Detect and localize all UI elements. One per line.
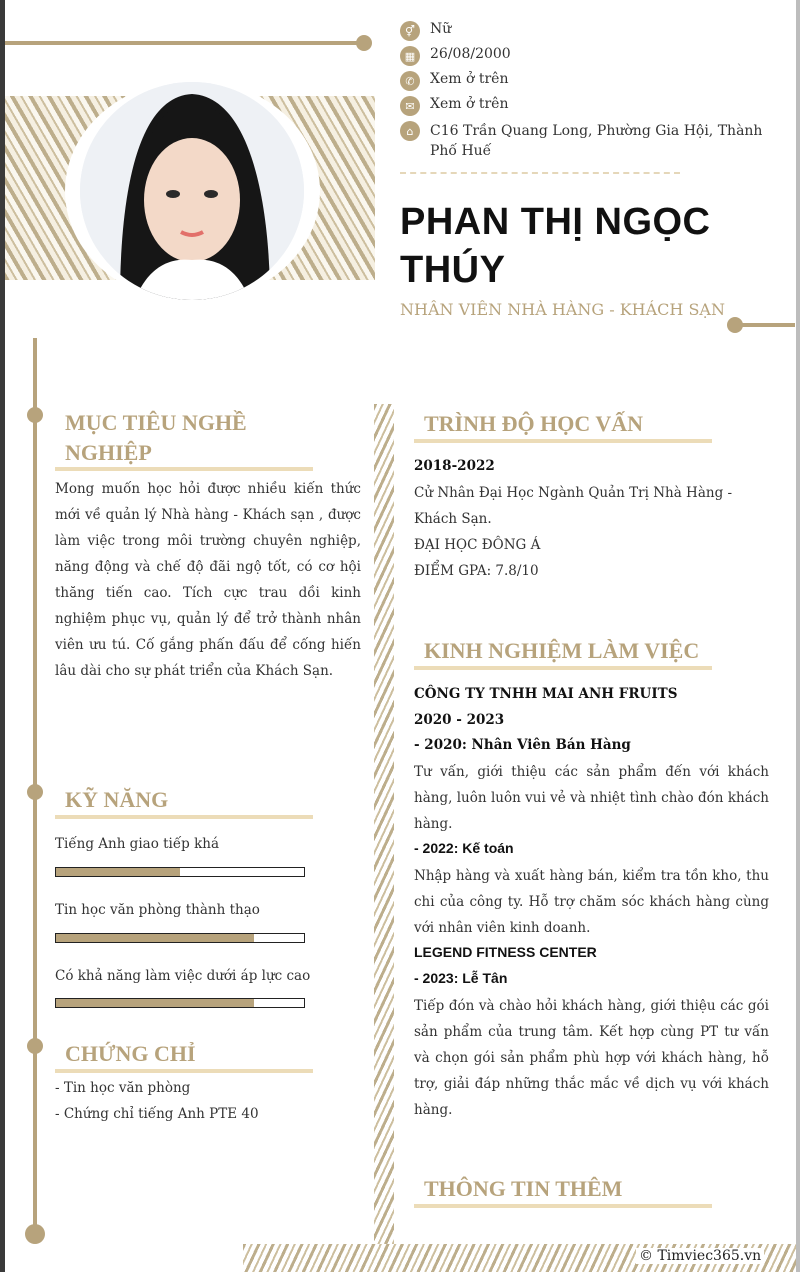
phone-row <box>400 71 508 91</box>
education-years: 2018-2022 <box>414 458 495 474</box>
timeline-dot-objective <box>27 407 43 423</box>
timeline-dot-end <box>25 1224 45 1244</box>
email-icon: ✉ <box>400 96 420 116</box>
skill-bar-fill <box>56 999 254 1007</box>
skill-bar-fill <box>56 868 180 876</box>
timeline-dot-skills <box>27 784 43 800</box>
footer-copyright: © Timviec365.vn <box>636 1248 764 1264</box>
gender-icon: ⚥ <box>400 21 420 41</box>
experience-role-3: - 2023: Lễ Tân <box>414 970 508 986</box>
contact-divider <box>400 172 680 174</box>
job-title: NHÂN VIÊN NHÀ HÀNG - KHÁCH SẠN <box>400 300 725 319</box>
skill-bar <box>55 998 305 1008</box>
objective-text: Mong muốn học hỏi được nhiều kiến thức mới về quản lý Nhà hàng - Khách sạn , được làm việc trong môi trường chuyên nghiệp, năng động và chế độ đãi ngộ tốt, có cơ hội thăng tiến cao. Tích cực trau dồi kinh nghiệm phục vụ, quản lý để trở thành nhân viên ưu tú. Cố gắng phấn đấu để cống hiến lâu dài cho sự phát triển của Khách Sạn. <box>55 481 361 679</box>
right-edge-border <box>796 0 800 1272</box>
dob-row <box>400 46 511 66</box>
dob-value: 26/08/2000 <box>430 46 511 62</box>
skill-label: Có khả năng làm việc dưới áp lực cao <box>55 968 311 984</box>
full-name: PHAN THỊ NGỌC THÚY <box>400 201 711 291</box>
phone-value: Xem ở trên <box>430 71 509 87</box>
education-gpa: ĐIỂM GPA: 7.8/10 <box>414 563 539 579</box>
title-deco-line <box>735 323 795 327</box>
experience-title: KINH NGHIỆM LÀM VIỆC <box>424 638 700 663</box>
gender-value: Nữ <box>430 21 452 37</box>
address-value: C16 Trần Quang Long, Phường Gia Hội, Thành Phố Huế <box>430 123 763 159</box>
education-school: ĐẠI HỌC ĐÔNG Á <box>414 537 541 553</box>
gender-row <box>400 21 451 41</box>
timeline-dot-certificates <box>27 1038 43 1054</box>
skill-bar <box>55 867 305 877</box>
more-info-underline <box>414 1204 712 1208</box>
skill-label: Tin học văn phòng thành thạo <box>55 902 260 918</box>
experience-period-1: 2020 - 2023 <box>414 712 505 728</box>
more-info-title: THÔNG TIN THÊM <box>424 1176 623 1201</box>
email-row <box>400 96 508 116</box>
skills-underline <box>55 815 313 819</box>
top-deco-line <box>5 41 363 45</box>
phone-icon: ✆ <box>400 71 420 91</box>
certificates-underline <box>55 1069 313 1073</box>
education-degree: Cử Nhân Đại Học Ngành Quản Trị Nhà Hàng - Khách Sạn. <box>414 485 733 527</box>
certificates-title: CHỨNG CHỈ <box>65 1041 196 1066</box>
experience-underline <box>414 666 712 670</box>
objective-underline <box>55 467 313 471</box>
skill-label: Tiếng Anh giao tiếp khá <box>55 836 220 852</box>
experience-role-1: - 2020: Nhân Viên Bán Hàng <box>414 737 631 753</box>
education-title: TRÌNH ĐỘ HỌC VẤN <box>424 411 644 436</box>
skills-title: KỸ NĂNG <box>65 787 169 812</box>
certificate-item: - Tin học văn phòng <box>55 1080 191 1096</box>
calendar-icon: ▦ <box>400 46 420 66</box>
certificate-item: - Chứng chỉ tiếng Anh PTE 40 <box>55 1106 259 1122</box>
skill-bar-fill <box>56 934 254 942</box>
experience-company-1: CÔNG TY TNHH MAI ANH FRUITS <box>414 686 678 702</box>
education-underline <box>414 439 712 443</box>
top-deco-dot <box>356 35 372 51</box>
experience-desc-1: Tư vấn, giới thiệu các sản phẩm đến với khách hàng, luôn luôn vui vẻ và nhiệt tình chào đón khách hàng. <box>414 764 769 832</box>
experience-company-2: LEGEND FITNESS CENTER <box>414 944 597 960</box>
experience-desc-3: Tiếp đón và chào hỏi khách hàng, giới thiệu các gói sản phẩm của trung tâm. Kết hợp cùng PT tư vấn và chọn gói sản phẩm phù hợp với khách hàng, hỗ trợ, giải đáp những thắc mắc về dịch vụ với khách hàng. <box>414 998 769 1118</box>
experience-desc-2: Nhập hàng và xuất hàng bán, kiểm tra tồn kho, thu chi của công ty. Hỗ trợ chăm sóc khách hàng cùng với nhân viên kinh doanh. <box>414 868 769 936</box>
home-icon: ⌂ <box>400 121 420 141</box>
objective-title: MỤC TIÊU NGHỀ NGHIỆP <box>65 410 247 465</box>
column-divider-hatch <box>374 404 394 1246</box>
skill-bar <box>55 933 305 943</box>
experience-role-2: - 2022: Kế toán <box>414 840 514 856</box>
email-value: Xem ở trên <box>430 96 509 112</box>
profile-photo <box>80 82 304 300</box>
address-row <box>400 121 778 161</box>
